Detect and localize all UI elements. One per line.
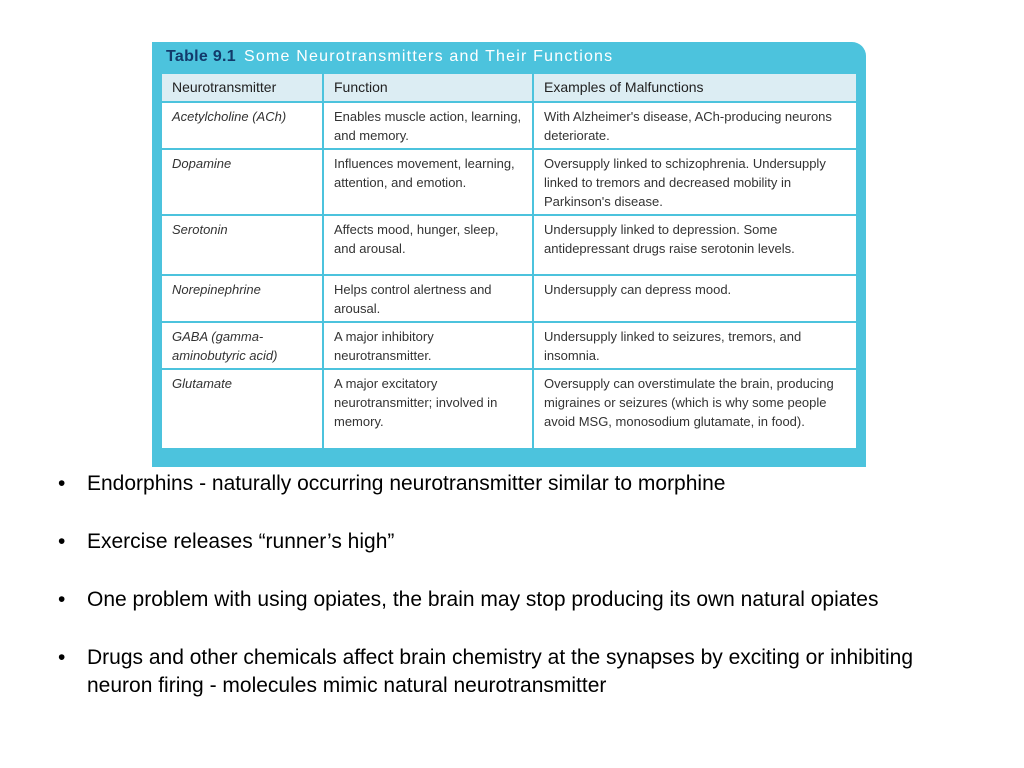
cell-function: Influences movement, learning, attention, and emotion. (323, 149, 533, 215)
neurotransmitter-table (160, 72, 858, 450)
table-row (161, 322, 857, 369)
bullet-item: • Drugs and other chemicals affect brain chemistry at the synapses by exciting or inhibiting neuron firing - molecules mimic natural neurotransmitter (58, 644, 958, 700)
cell-malfunction: Oversupply linked to schizophrenia. Undersupply linked to tremors and decreased mobility in Parkinson's disease. (533, 149, 857, 215)
table-title (166, 48, 613, 66)
header-neurotransmitter: Neurotransmitter (161, 73, 323, 102)
cell-malfunction: Undersupply linked to seizures, tremors, and insomnia. (533, 322, 857, 369)
bullet-list (58, 470, 958, 730)
cell-neurotransmitter: Norepinephrine (161, 275, 323, 322)
cell-function: Helps control alertness and arousal. (323, 275, 533, 322)
cell-function: Affects mood, hunger, sleep, and arousal. (323, 215, 533, 275)
table-row (161, 149, 857, 215)
cell-malfunction: With Alzheimer's disease, ACh-producing neurons deteriorate. (533, 102, 857, 149)
table-row (161, 215, 857, 275)
cell-malfunction: Undersupply can depress mood. (533, 275, 857, 322)
cell-neurotransmitter: Glutamate (161, 369, 323, 449)
cell-malfunction: Oversupply can overstimulate the brain, producing migraines or seizures (which is why some people avoid MSG, monosodium glutamate, in food). (533, 369, 857, 449)
bullet-item: • Exercise releases “runner’s high” (58, 528, 958, 556)
table-row (161, 275, 857, 322)
table-row (161, 369, 857, 449)
cell-function: A major inhibitory neurotransmitter. (323, 322, 533, 369)
table-row (161, 102, 857, 149)
table-title-text: Some Neurotransmitters and Their Functions (244, 48, 614, 65)
cell-malfunction: Undersupply linked to depression. Some antidepressant drugs raise serotonin levels. (533, 215, 857, 275)
cell-function: A major excitatory neurotransmitter; involved in memory. (323, 369, 533, 449)
cell-neurotransmitter: GABA (gamma-aminobutyric acid) (161, 322, 323, 369)
cell-neurotransmitter: Acetylcholine (ACh) (161, 102, 323, 149)
header-malfunctions: Examples of Malfunctions (533, 73, 857, 102)
bullet-item: • One problem with using opiates, the brain may stop producing its own natural opiates (58, 586, 958, 614)
cell-neurotransmitter: Dopamine (161, 149, 323, 215)
header-function: Function (323, 73, 533, 102)
bullet-item: • Endorphins - naturally occurring neurotransmitter similar to morphine (58, 470, 958, 498)
table-header-row (161, 73, 857, 102)
cell-function: Enables muscle action, learning, and memory. (323, 102, 533, 149)
cell-neurotransmitter: Serotonin (161, 215, 323, 275)
table-number: Table 9.1 (166, 48, 236, 65)
neurotransmitter-table-figure (152, 42, 866, 467)
